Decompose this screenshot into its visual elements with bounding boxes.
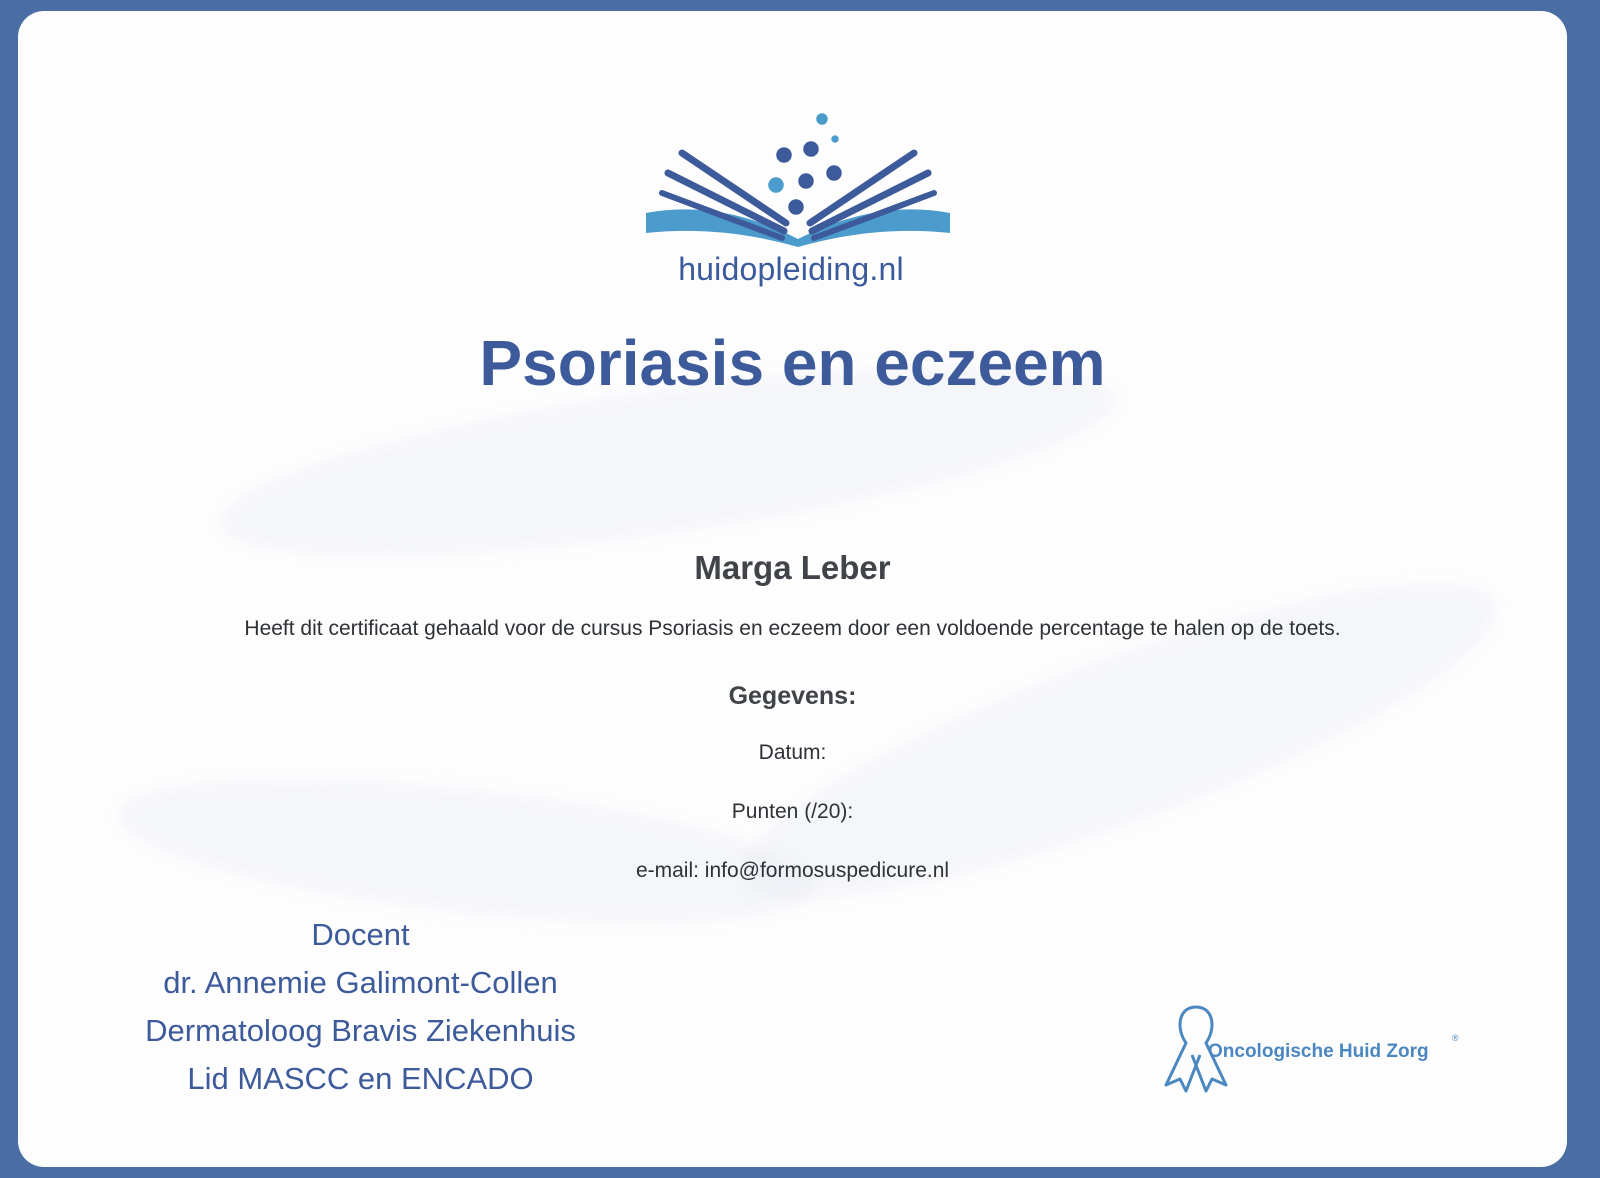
teacher-role: Docent: [311, 917, 410, 952]
date-label: Datum:: [758, 741, 827, 764]
teacher-position: Dermatoloog Bravis Ziekenhuis: [145, 1013, 576, 1048]
email-line: e-mail: info@formosuspedicure.nl: [635, 859, 950, 882]
details-heading: Gegevens:: [728, 682, 857, 710]
teacher-membership: Lid MASCC en ENCADO: [187, 1061, 534, 1096]
certificate-sheet: [18, 11, 1567, 1167]
open-book-icon: [626, 101, 956, 251]
certificate-statement: Heeft dit certificaat gehaald voor de cursus Psoriasis en eczeem door een voldoende percentage te halen op de toets.: [244, 617, 1341, 640]
oncologische-huid-zorg-logo: [1156, 999, 1476, 1099]
registered-mark: ®: [1452, 1033, 1459, 1043]
teacher-name: dr. Annemie Galimont-Collen: [163, 965, 558, 1000]
certificate-title: Psoriasis en eczeem: [479, 327, 1106, 399]
partner-logo-text: Oncologische Huid Zorg: [1208, 1041, 1429, 1062]
teacher-signature-block: [113, 911, 608, 1103]
huidopleiding-logo: [626, 101, 956, 301]
recipient-name: Marga Leber: [694, 549, 891, 586]
logo-wordmark: huidopleiding.nl: [678, 251, 904, 287]
points-label: Punten (/20):: [731, 800, 854, 823]
